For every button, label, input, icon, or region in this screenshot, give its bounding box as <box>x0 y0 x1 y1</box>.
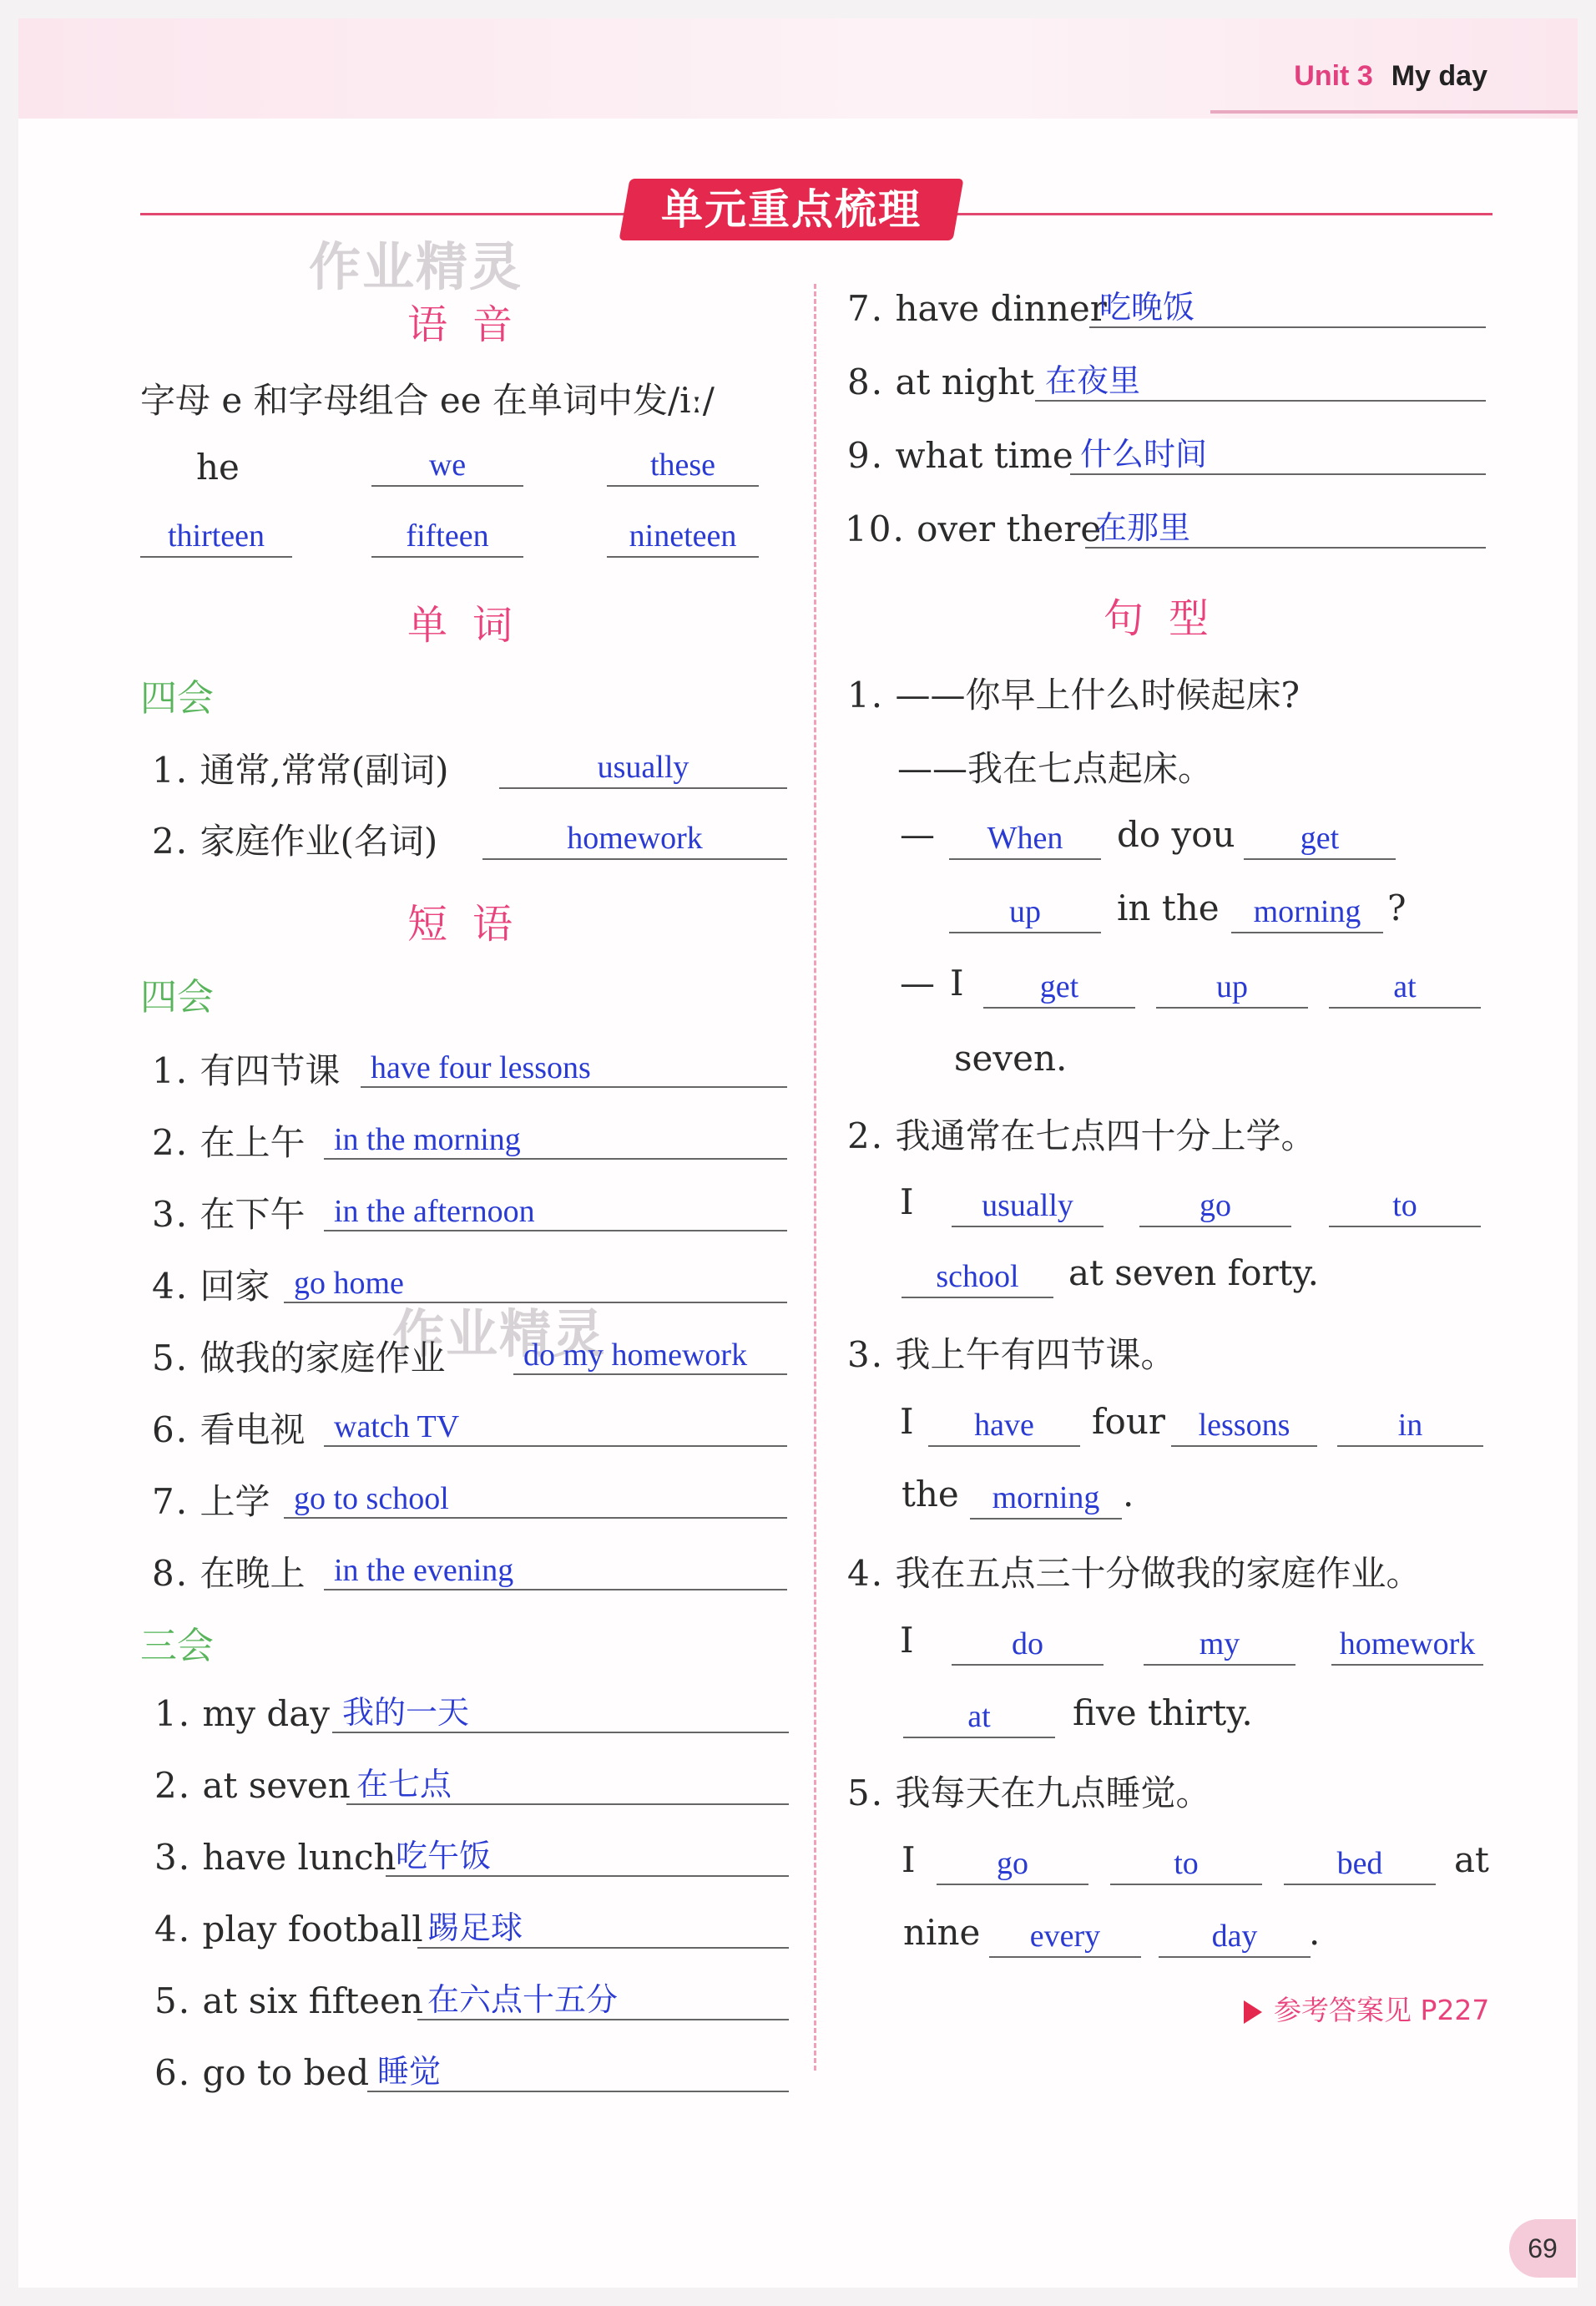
phrase-item: 7. 上学 <box>152 1481 270 1522</box>
phrase-item: 2. 在上午 <box>152 1122 306 1163</box>
section-title-phonics: 语音 <box>407 301 538 348</box>
answer-blank: usually <box>952 1186 1104 1227</box>
answer-blank: go <box>937 1843 1088 1885</box>
page-number: 69 <box>1509 2219 1576 2278</box>
sentence-item: 1. ——你早上什么时候起床? <box>847 675 1300 716</box>
answer-blank: get <box>983 967 1135 1009</box>
answer-blank: in <box>1337 1405 1483 1447</box>
sentence-word: I <box>900 1181 914 1222</box>
phrase-item: 3. have lunch <box>154 1837 396 1878</box>
phrase-item: 4. 回家 <box>152 1266 270 1307</box>
phrase-item: 7. have dinner <box>847 288 1107 329</box>
sentence-item: 3. 我上午有四节课。 <box>847 1334 1176 1375</box>
banner-title: 单元重点梳理 <box>661 185 922 234</box>
answer-blank: at <box>1329 967 1481 1009</box>
level-label: 四会 <box>140 677 214 720</box>
section-title-words: 单词 <box>407 602 538 649</box>
sentence-word: I <box>900 1401 914 1442</box>
answer-blank: day <box>1159 1916 1311 1958</box>
play-triangle-icon <box>1244 2000 1262 2024</box>
sentence-word: the <box>902 1474 959 1515</box>
answer-blank: do my homework <box>513 1335 787 1375</box>
sentence-item: 4. 我在五点三十分做我的家庭作业。 <box>847 1553 1422 1594</box>
sentence-word: five thirty. <box>1073 1692 1253 1733</box>
answer-blank: do <box>952 1624 1104 1666</box>
answer-blank: go home <box>284 1263 787 1303</box>
phrase-item: 5. at six fifteen <box>154 1980 423 2021</box>
sentence-answer-cn: ——我在七点起床。 <box>897 748 1214 789</box>
phrase-item: 8. 在晚上 <box>152 1553 306 1594</box>
answer-blank: in the evening <box>324 1550 787 1590</box>
sentence-word: at seven forty. <box>1068 1252 1319 1293</box>
answer-blank: 在七点 <box>346 1765 789 1805</box>
sentence-word: . <box>1309 1912 1321 1953</box>
word-item: 2. 家庭作业(名词) <box>152 821 438 862</box>
answer-blank: go to school <box>284 1479 787 1519</box>
sentence-word: nine <box>903 1912 981 1953</box>
answer-reference: 参考答案见 P227 <box>1244 1989 1489 2028</box>
phrase-item: 5. 做我的家庭作业 <box>152 1338 446 1378</box>
dash: — <box>900 963 935 1004</box>
answer-blank: up <box>949 892 1101 933</box>
answer-blank: 踢足球 <box>417 1909 789 1949</box>
answer-blank: 吃午饭 <box>386 1837 789 1877</box>
sentence-word: I <box>950 963 964 1004</box>
answer-blank: get <box>1244 818 1396 860</box>
sentence-word: at <box>1454 1839 1489 1880</box>
answer-blank: every <box>989 1916 1141 1958</box>
phrase-item: 6. go to bed <box>154 2052 370 2093</box>
watermark: 作业精灵 <box>309 236 523 297</box>
sentence-word: four <box>1092 1401 1165 1442</box>
answer-blank: thirteen <box>140 516 292 558</box>
sentence-item: 2. 我通常在七点四十分上学。 <box>847 1115 1316 1156</box>
answer-blank: 睡觉 <box>367 2052 789 2092</box>
answer-blank: lessons <box>1171 1405 1317 1447</box>
phrase-item: 9. what time <box>847 435 1073 476</box>
sentence-word: I <box>900 1620 914 1661</box>
answer-blank: to <box>1110 1843 1262 1885</box>
answer-blank: have four lessons <box>361 1048 787 1088</box>
answer-blank: 在夜里 <box>1035 362 1486 402</box>
sentence-word: ? <box>1387 888 1407 928</box>
answer-blank: homework <box>1331 1624 1483 1666</box>
answer-blank: morning <box>1231 892 1383 933</box>
answer-blank: school <box>902 1257 1053 1298</box>
answer-blank: fifteen <box>371 516 523 558</box>
answer-blank: nineteen <box>607 516 759 558</box>
column-divider <box>814 284 816 2071</box>
answer-blank: 吃晚饭 <box>1089 288 1486 328</box>
section-title-phrases: 短语 <box>407 901 538 948</box>
phrase-item: 10. over there <box>845 508 1102 549</box>
answer-blank: 我的一天 <box>332 1693 789 1733</box>
level-label: 四会 <box>140 976 214 1019</box>
answer-blank: When <box>949 818 1101 860</box>
header-rule <box>1210 110 1578 114</box>
answer-blank: go <box>1139 1186 1291 1227</box>
unit-title: My day <box>1391 60 1487 92</box>
unit-label: Unit 3 <box>1294 60 1373 92</box>
sentence-word: . <box>1123 1474 1134 1515</box>
answer-blank: these <box>607 445 759 487</box>
sentence-word: in the <box>1117 888 1220 928</box>
phrase-item: 2. at seven <box>154 1765 351 1806</box>
answer-blank: morning <box>970 1478 1122 1520</box>
level-label: 三会 <box>140 1625 214 1667</box>
answer-blank: to <box>1329 1186 1481 1227</box>
sentence-word: do you <box>1117 814 1235 855</box>
answer-blank: 在六点十五分 <box>417 1980 789 2020</box>
answer-blank: in the morning <box>324 1120 787 1160</box>
phrase-item: 1. 有四节课 <box>152 1050 341 1091</box>
phrase-item: 4. play football <box>154 1909 423 1949</box>
answer-blank: 在那里 <box>1085 508 1486 549</box>
phrase-item: 8. at night <box>847 362 1035 402</box>
answer-blank: we <box>371 445 523 487</box>
answer-blank: usually <box>499 747 787 789</box>
answer-blank: my <box>1144 1624 1295 1666</box>
word-item: 1. 通常,常常(副词) <box>152 750 449 791</box>
dash: — <box>900 814 935 855</box>
sentence-item: 5. 我每天在九点睡觉。 <box>847 1772 1211 1813</box>
page-header <box>1294 60 1487 93</box>
answer-blank: have <box>928 1405 1080 1447</box>
phrase-item: 6. 看电视 <box>152 1409 306 1450</box>
section-title-sentences: 句型 <box>1104 595 1235 642</box>
answer-blank: homework <box>482 818 787 860</box>
phrase-item: 3. 在下午 <box>152 1194 306 1235</box>
phonics-rule: 字母 e 和字母组合 ee 在单词中发/iː/ <box>140 380 715 421</box>
phonics-example: he <box>196 447 240 488</box>
answer-blank: up <box>1156 967 1308 1009</box>
answer-blank: 什么时间 <box>1070 435 1486 475</box>
sentence-word: I <box>902 1839 916 1880</box>
phrase-item: 1. my day <box>154 1693 330 1734</box>
answer-blank: bed <box>1284 1843 1436 1885</box>
answer-blank: watch TV <box>324 1407 787 1447</box>
watermark: 作业精灵 <box>392 1303 607 1364</box>
sentence-word: seven. <box>954 1038 1068 1079</box>
answer-blank: at <box>903 1697 1055 1738</box>
answer-blank: in the afternoon <box>324 1191 787 1231</box>
